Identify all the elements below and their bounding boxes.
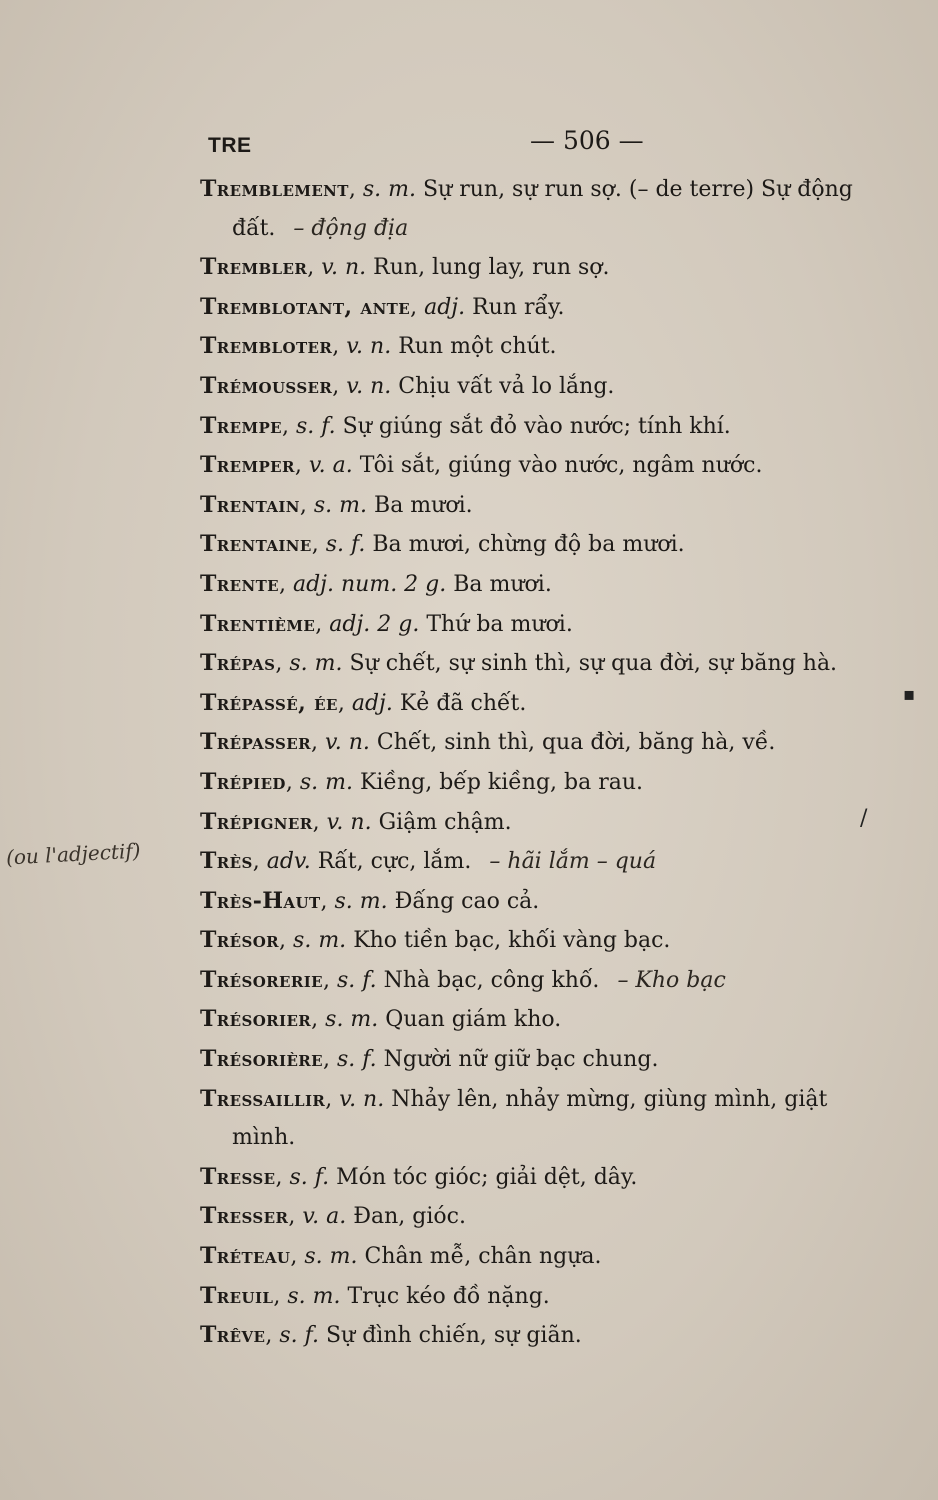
dictionary-entry: Trésorier, s. m. Quan giám kho. — [200, 1006, 562, 1033]
page-header — [208, 120, 908, 160]
definition: Ba mươi. — [374, 492, 473, 518]
dictionary-entry: Trépigner, v. n. Giậm chậm. — [200, 808, 512, 835]
headword: Très-Haut — [200, 887, 321, 914]
entry-list — [200, 170, 910, 1356]
definition: Kẻ đã chết. — [399, 690, 527, 716]
grammar-label: adj. — [351, 690, 393, 716]
definition: Đan, gióc. — [353, 1204, 466, 1230]
definition: Người nữ giữ bạc chung. — [383, 1047, 659, 1073]
grammar-label: s. m. — [325, 1007, 379, 1033]
definition: Run, lung lay, run sợ. — [373, 255, 610, 281]
dictionary-entry: Trésor, s. m. Kho tiền bạc, khối vàng bạc. — [200, 927, 671, 954]
grammar-label: s. m. — [293, 928, 347, 954]
ink-mark: ▪ — [903, 684, 916, 705]
definition: Quan giám kho. — [385, 1007, 562, 1033]
definition: Chân mễ, chân ngựa. — [364, 1244, 602, 1270]
definition: Sự chết, sự sinh thì, sự qua đời, sự băng hà. — [349, 651, 838, 677]
dictionary-entry: Très, adv. Rất, cực, lắm. – hãi lắm – quá — [200, 848, 657, 875]
headword: Trempe — [200, 412, 282, 439]
running-head-word: TRE — [208, 134, 252, 157]
headword: Trépigner — [200, 808, 313, 835]
headword: Trémousser — [200, 372, 333, 399]
definition: Món tóc gióc; giải dệt, dây. — [336, 1164, 638, 1190]
entry-continuation — [200, 1119, 910, 1158]
headword: Trépassé, ée — [200, 689, 338, 716]
dictionary-entry: Trentième, adj. 2 g. Thứ ba mươi. — [200, 610, 573, 637]
definition: Trục kéo đồ nặng. — [347, 1283, 550, 1309]
headword: Trépied — [200, 768, 286, 795]
definition-continuation: đất. — [232, 215, 276, 241]
handwritten-annotation: – Kho bạc — [617, 967, 726, 993]
grammar-label: s. m. — [287, 1283, 341, 1309]
headword: Tressaillir — [200, 1085, 326, 1112]
definition-continuation: mình. — [232, 1125, 296, 1151]
grammar-label: s. f. — [336, 967, 377, 993]
grammar-label: s. f. — [279, 1323, 319, 1349]
headword: Très — [200, 848, 253, 875]
grammar-label: v. n. — [346, 373, 392, 399]
grammar-label: v. n. — [321, 255, 367, 281]
grammar-label: s. m. — [334, 888, 388, 914]
grammar-label: adj. — [424, 294, 466, 320]
headword: Trésorier — [200, 1006, 312, 1033]
dictionary-entry: Trempe, s. f. Sự giúng sắt đỏ vào nước; tính khí. — [200, 412, 731, 439]
handwritten-annotation: – động địa — [293, 215, 409, 241]
dictionary-entry: Trépas, s. m. Sự chết, sự sinh thì, sự qua đời, sự băng hà. — [200, 650, 838, 677]
headword: Trentième — [200, 610, 316, 637]
definition: Tôi sắt, giúng vào nước, ngâm nước. — [359, 453, 763, 479]
dictionary-entry: Trépasser, v. n. Chết, sinh thì, qua đời, băng hà, về. — [200, 729, 776, 756]
dictionary-entry: Trembloter, v. n. Run một chút. — [200, 333, 557, 360]
grammar-label: s. m. — [362, 177, 416, 202]
ink-mark: / — [860, 806, 868, 831]
grammar-label: s. m. — [299, 769, 353, 795]
grammar-label: s. m. — [304, 1244, 358, 1270]
dictionary-entry: Tremper, v. a. Tôi sắt, giúng vào nước, ngâm nước. — [200, 452, 763, 479]
dictionary-entry: Trémousser, v. n. Chịu vất vả lo lắng. — [200, 372, 615, 399]
headword: Trembler — [200, 254, 308, 281]
headword: Trembloter — [200, 333, 333, 360]
headword: Trépas — [200, 650, 276, 677]
dictionary-entry: Tressaillir, v. n. Nhảy lên, nhảy mừng, giùng mình, giật — [200, 1085, 828, 1112]
definition: Chịu vất vả lo lắng. — [398, 373, 615, 399]
definition: Thứ ba mươi. — [426, 611, 573, 637]
dictionary-entry: Tresse, s. f. Món tóc gióc; giải dệt, dây. — [200, 1163, 638, 1190]
handwritten-annotation: – hãi lắm – quá — [489, 849, 657, 875]
definition: Run rẩy. — [472, 294, 565, 320]
dictionary-entry: Trésorière, s. f. Người nữ giữ bạc chung. — [200, 1046, 659, 1073]
grammar-label: s. m. — [289, 651, 343, 677]
definition: Sự giúng sắt đỏ vào nước; tính khí. — [342, 413, 731, 439]
dictionary-entry: Trentain, s. m. Ba mươi. — [200, 491, 473, 518]
dictionary-entry: Trépassé, ée, adj. Kẻ đã chết. — [200, 689, 527, 716]
dictionary-entry: Trésorerie, s. f. Nhà bạc, công khố. – Kho bạc — [200, 966, 726, 993]
grammar-label: s. f. — [336, 1047, 377, 1073]
grammar-label: v. n. — [324, 730, 370, 756]
headword: Trésor — [200, 927, 280, 954]
definition: Rất, cực, lắm. — [317, 849, 472, 875]
headword: Tresse — [200, 1163, 276, 1190]
dictionary-entry: Trêve, s. f. Sự đình chiến, sự giãn. — [200, 1322, 582, 1349]
headword: Tremper — [200, 452, 295, 479]
definition: Run một chút. — [398, 334, 557, 360]
dictionary-entry: Trépied, s. m. Kiềng, bếp kiềng, ba rau. — [200, 768, 644, 795]
definition: Chết, sinh thì, qua đời, băng hà, về. — [376, 730, 776, 756]
dictionary-entry: Tresser, v. a. Đan, gióc. — [200, 1203, 466, 1230]
dictionary-entry: Trembler, v. n. Run, lung lay, run sợ. — [200, 254, 610, 281]
grammar-label: s. m. — [313, 492, 368, 518]
headword: Trésorerie — [200, 966, 323, 993]
headword: Tréteau — [200, 1243, 291, 1270]
grammar-label: v. n. — [339, 1086, 385, 1112]
headword: Tresser — [200, 1203, 289, 1230]
entry-continuation — [200, 210, 910, 249]
definition: Ba mươi. — [453, 571, 552, 597]
definition: Giậm chậm. — [378, 809, 512, 835]
headword: Trêve — [200, 1322, 266, 1349]
definition: Sự đình chiến, sự giãn. — [325, 1323, 582, 1349]
headword: Trentaine — [200, 531, 312, 558]
definition: Đấng cao cả. — [394, 888, 540, 914]
grammar-label: v. n. — [326, 809, 372, 835]
definition: Nhảy lên, nhảy mừng, giùng mình, giật — [391, 1086, 828, 1112]
grammar-label: adj. 2 g. — [329, 611, 420, 637]
grammar-label: adv. — [266, 849, 311, 875]
dictionary-entry: Trentaine, s. f. Ba mươi, chừng độ ba mươi. — [200, 531, 685, 558]
dictionary-entry: Très-Haut, s. m. Đấng cao cả. — [200, 887, 540, 914]
dictionary-entry: Tremblotant, ante, adj. Run rẩy. — [200, 293, 565, 320]
definition: Kho tiền bạc, khối vàng bạc. — [353, 928, 671, 954]
definition: Ba mươi, chừng độ ba mươi. — [372, 532, 685, 558]
headword: Trentain — [200, 491, 300, 518]
definition: Sự run, sự run sợ. (– de terre) Sự động — [422, 177, 853, 202]
page-number: — 506 — — [530, 126, 644, 155]
grammar-label: s. f. — [325, 532, 366, 558]
dictionary-entry: Tremblement, s. m. Sự run, sự run sợ. (– de terre) Sự động — [200, 176, 853, 202]
headword: Trésorière — [200, 1046, 323, 1073]
grammar-label: adj. num. 2 g. — [292, 571, 447, 597]
handwritten-margin-note: (ou l'adjectif) — [5, 838, 142, 870]
grammar-label: v. a. — [308, 453, 353, 479]
grammar-label: s. f. — [289, 1164, 330, 1190]
definition: Kiềng, bếp kiềng, ba rau. — [359, 769, 644, 795]
headword: Treuil — [200, 1282, 274, 1309]
dictionary-entry: Trente, adj. num. 2 g. Ba mươi. — [200, 570, 552, 597]
dictionary-entry: Tréteau, s. m. Chân mễ, chân ngựa. — [200, 1243, 602, 1270]
headword: Trépasser — [200, 729, 311, 756]
headword: Trente — [200, 570, 279, 597]
dictionary-entry: Treuil, s. m. Trục kéo đồ nặng. — [200, 1282, 550, 1309]
headword: Tremblement — [200, 176, 349, 202]
grammar-label: v. a. — [302, 1204, 347, 1230]
grammar-label: v. n. — [346, 334, 392, 360]
definition: Nhà bạc, công khố. — [383, 967, 600, 993]
headword: Tremblotant, ante — [200, 293, 411, 320]
grammar-label: s. f. — [296, 413, 336, 439]
